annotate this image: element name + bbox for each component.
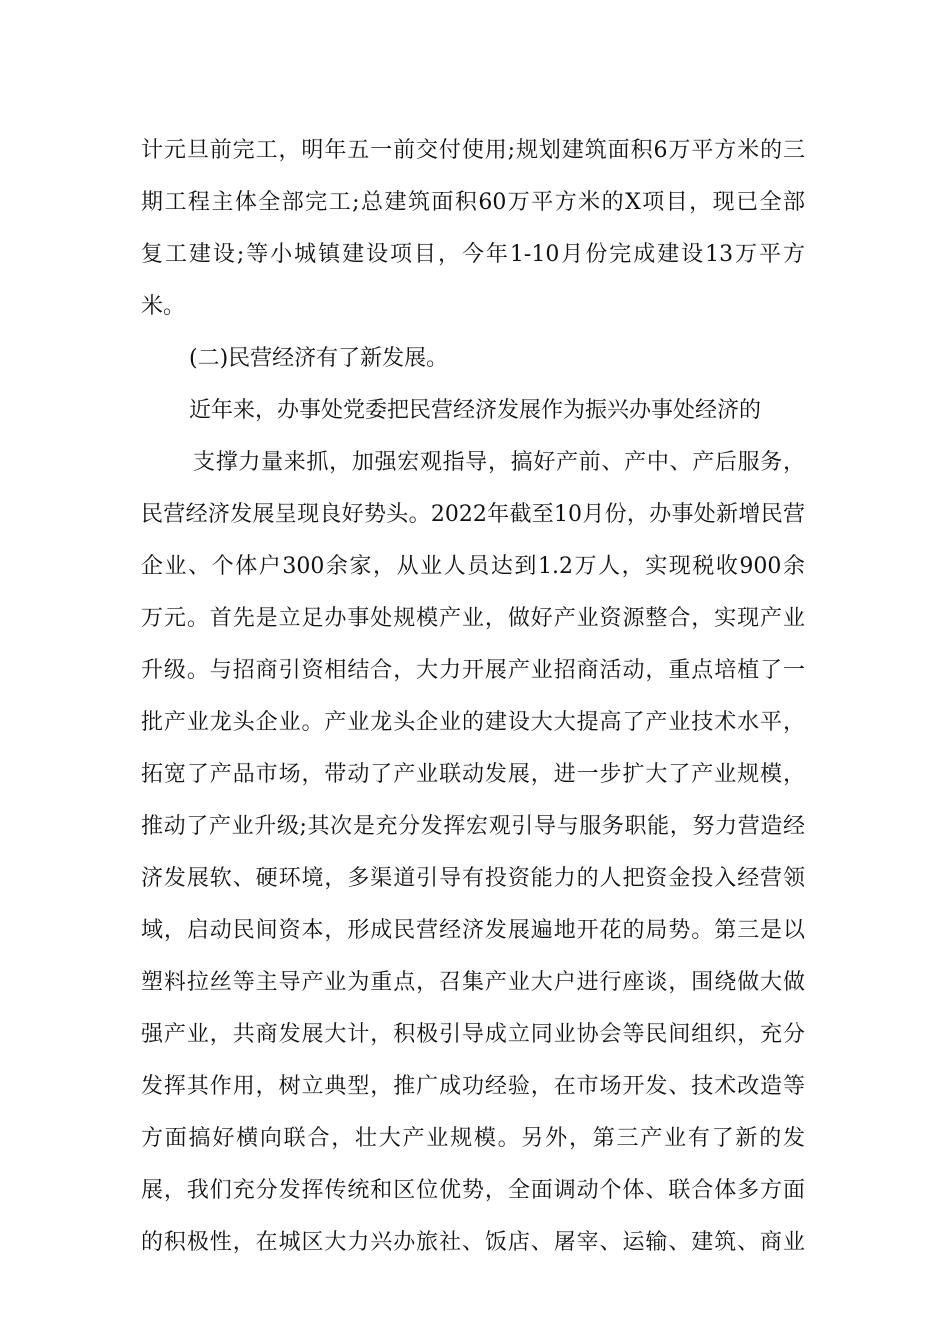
text-line: 支撑力量来抓，加强宏观指导，搞好产前、产中、产后服务，: [193, 450, 805, 475]
text-line: 济发展软、硬环境，多渠道引导有投资能力的人把资金投入经营领: [141, 866, 805, 891]
text-line: 升级。与招商引资相结合，大力开展产业招商活动，重点培植了一: [141, 658, 805, 683]
text-line: 批产业龙头企业。产业龙头企业的建设大大提高了产业技术水平，: [141, 710, 805, 735]
text-line: 展，我们充分发挥传统和区位优势，全面调动个体、联合体多方面: [141, 1178, 805, 1203]
text-line: 民营经济发展呈现良好势头。2022年截至10月份，办事处新增民营: [141, 502, 805, 527]
text-line: 强产业，共商发展大计，积极引导成立同业协会等民间组织，充分: [141, 1022, 805, 1047]
body-text: [141, 125, 805, 1269]
text-line: 方面搞好横向联合，壮大产业规模。另外，第三产业有了新的发: [141, 1126, 805, 1151]
text-line: 万元。首先是立足办事处规模产业，做好产业资源整合，实现产业: [141, 606, 805, 631]
text-line: 拓宽了产品市场，带动了产业联动发展，进一步扩大了产业规模，: [141, 762, 805, 787]
text-line: 计元旦前完工，明年五一前交付使用;规划建筑面积6万平方米的三: [141, 138, 805, 163]
text-line: 塑料拉丝等主导产业为重点，召集产业大户进行座谈，围绕做大做: [141, 970, 805, 995]
text-line: 期工程主体全部完工;总建筑面积60万平方米的X项目，现已全部: [141, 190, 805, 215]
text-line: 米。: [141, 294, 186, 319]
text-line: 复工建设;等小城镇建设项目，今年1-10月份完成建设13万平方: [141, 242, 805, 267]
section-heading: (二)民营经济有了新发展。: [189, 346, 449, 371]
text-line: 域，启动民间资本，形成民营经济发展遍地开花的局势。第三是以: [141, 918, 805, 943]
text-line: 发挥其作用，树立典型，推广成功经验，在市场开发、技术改造等: [141, 1074, 805, 1099]
text-line: 近年来，办事处党委把民营经济发展作为振兴办事处经济的: [189, 398, 762, 423]
text-line: 企业、个体户300余家，从业人员达到1.2万人，实现税收900余: [141, 554, 805, 579]
text-line: 推动了产业升级;其次是充分发挥宏观引导与服务职能，努力营造经: [141, 814, 805, 839]
text-line: 的积极性，在城区大力兴办旅社、饭店、屠宰、运输、建筑、商业: [141, 1230, 805, 1255]
